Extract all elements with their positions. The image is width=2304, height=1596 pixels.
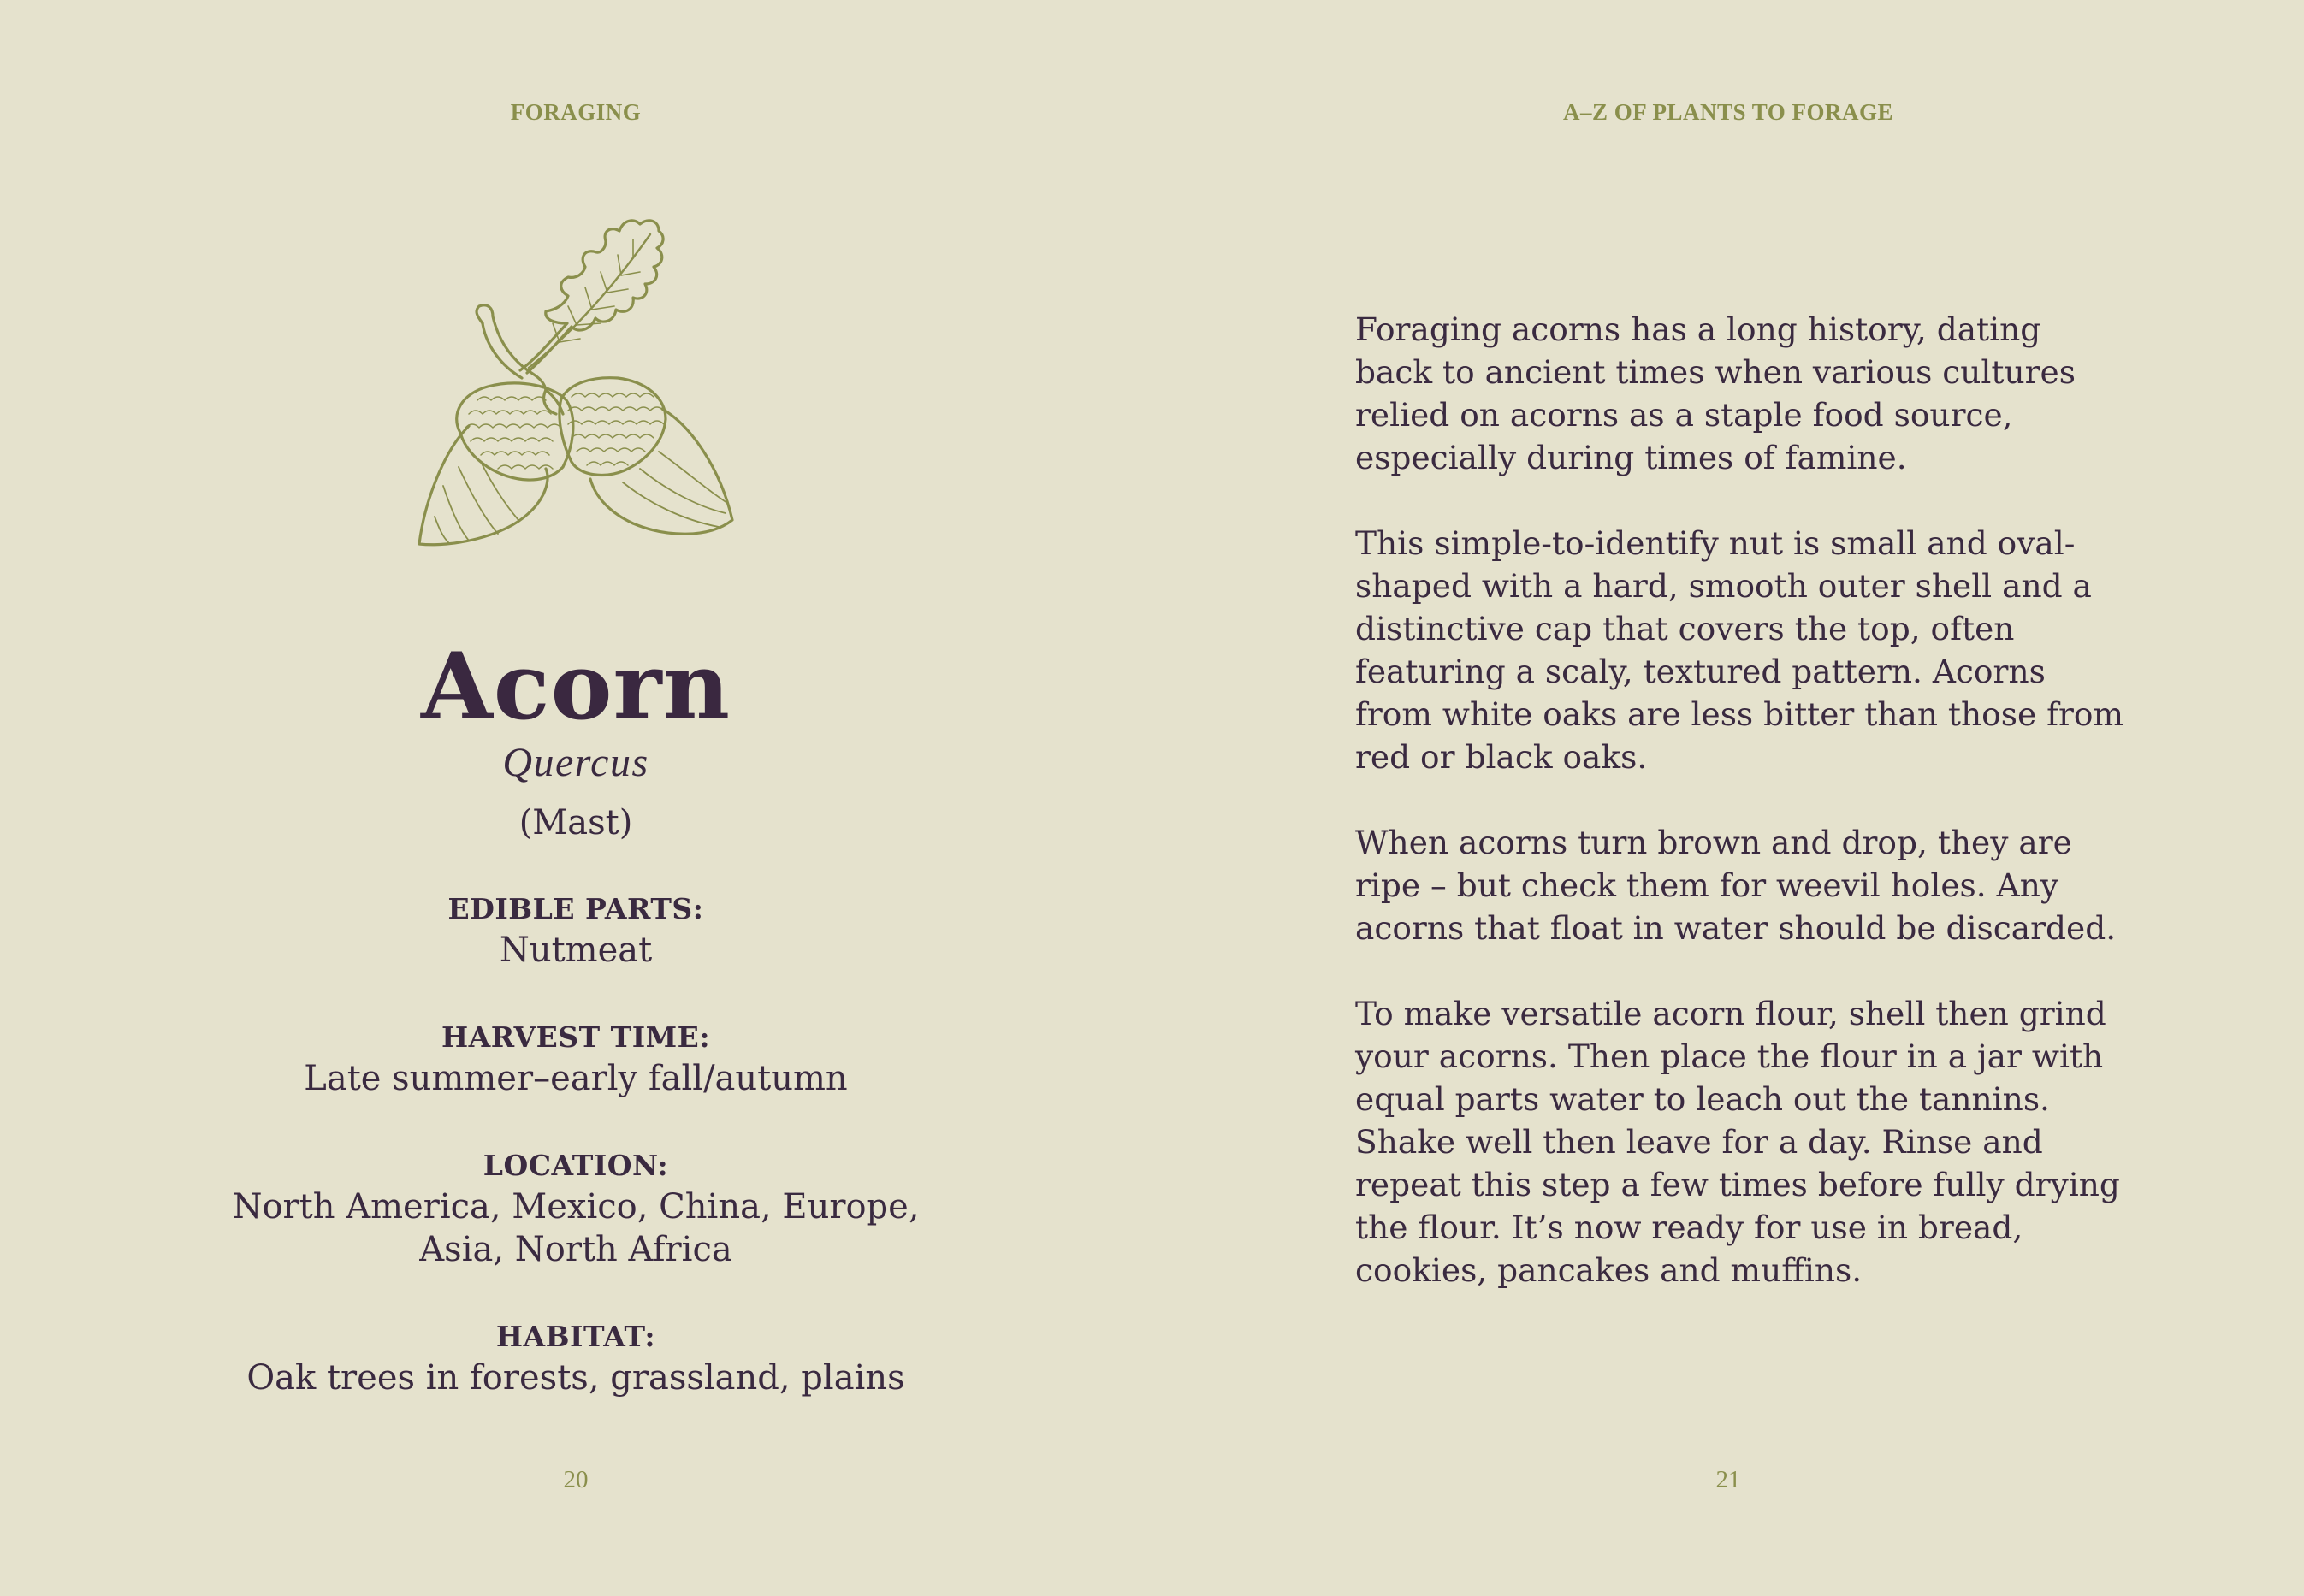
body-text — [1355, 308, 2125, 1334]
right-page — [1152, 0, 2304, 1596]
running-head-right: A–Z OF PLANTS TO FORAGE — [1562, 99, 1894, 125]
fact-harvest-time — [0, 1018, 1152, 1100]
paragraph: This simple-to-identify nut is small and oval-shaped with a hard, smooth outer shell and a distinctive cap that covers the top, often featuring a scaly, textured pattern. Acorns from white oaks are less bitter than those from red or black oaks. — [1355, 524, 2124, 776]
running-head-left: FORAGING — [510, 99, 642, 125]
fact-value: Oak trees in forests, grassland, plains — [246, 1358, 905, 1398]
fact-label: HABITAT: — [495, 1320, 656, 1353]
paragraph: When acorns turn brown and drop, they are ripe – but check them for weevil holes. Any acorns that float in water should be discarded. — [1355, 824, 2117, 947]
fact-value: Late summer–early fall/autumn — [304, 1059, 848, 1098]
alternate-name: (Mast) — [518, 803, 633, 842]
fact-label: EDIBLE PARTS: — [447, 892, 704, 925]
fact-edible-parts — [0, 890, 1152, 972]
fact-value: Nutmeat — [499, 931, 653, 970]
fact-value: Asia, North Africa — [419, 1230, 732, 1269]
fact-location — [0, 1146, 1152, 1271]
paragraph: Foraging acorns has a long history, dating back to ancient times when various cultures relied on acorns as a staple food source, especially during times of famine. — [1355, 310, 2076, 476]
paragraph: To make versatile acorn flour, shell then grind your acorns. Then place the flour in a jar with equal parts water to leach out the tannins. Shake well then leave for a day. Rinse and repeat this step a few times before fully drying the flour. It’s now ready for use in bread, cookies, pancakes and muffins. — [1355, 995, 2120, 1289]
fact-habitat — [0, 1317, 1152, 1399]
fact-label: LOCATION: — [483, 1149, 669, 1182]
page-number-left: 20 — [563, 1466, 589, 1493]
latin-name: Quercus — [502, 740, 649, 785]
fact-value: North America, Mexico, China, Europe, — [232, 1187, 920, 1227]
fact-label: HARVEST TIME: — [441, 1020, 711, 1054]
page-number-right: 21 — [1715, 1466, 1741, 1493]
plant-title: Acorn — [420, 633, 731, 741]
acorn-illustration-icon — [409, 195, 743, 563]
